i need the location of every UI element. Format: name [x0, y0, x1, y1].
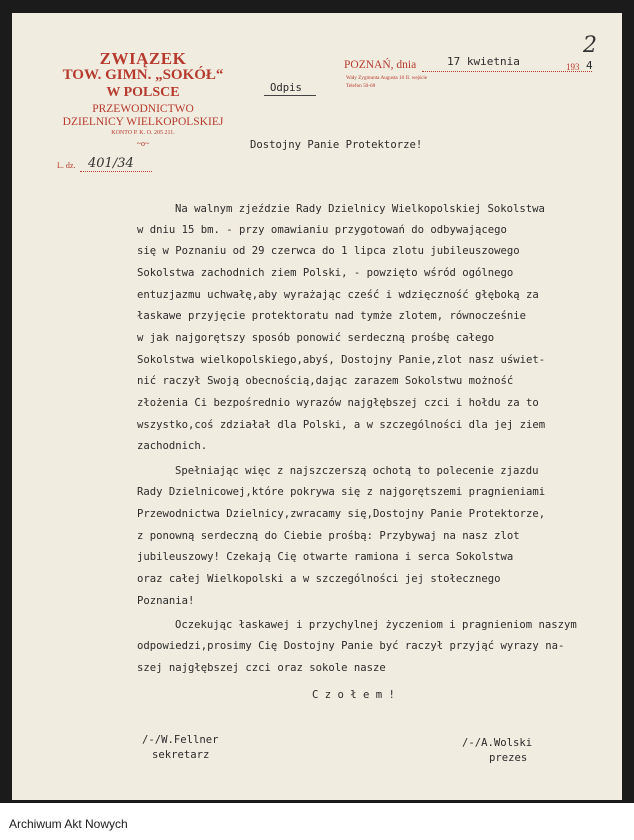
signature-right-name: /-/A.Wolski	[462, 737, 533, 749]
page-number-mark: 2	[583, 33, 597, 58]
body-line: złożenia Ci bezpośrednio wyrazów najgłębszej czci i hołdu za to	[137, 397, 539, 409]
letterhead-org-line2: TOW. GIMN. „SOKÓŁ“	[62, 67, 224, 83]
body-line: łaskawe przyjęcie protektoratu nad tymże zlotem, równocześnie	[137, 310, 527, 322]
reference-dotted-line	[80, 171, 152, 172]
copy-label: Odpis	[270, 82, 302, 94]
letterhead-city: POZNAŃ, dnia	[344, 59, 417, 71]
body-line: wszystko,coś zdziałał dla Polski, a w szczególności dla jej ziem	[137, 419, 546, 431]
body-line: Przewodnictwa Dzielnicy,zwracamy się,Dostojny Panie Protektorze,	[137, 508, 546, 520]
signature-left-title: sekretarz	[152, 749, 210, 761]
copy-label-underline	[264, 95, 316, 96]
letterhead-phone: Telefon 50-68	[346, 83, 376, 89]
letterhead-org-line5: DZIELNICY WIELKOPOLSKIEJ	[62, 116, 224, 128]
date-year-prefix: 193	[566, 62, 580, 72]
body-line: odpowiedzi,prosimy Cię Dostojny Panie być raczył przyjąć wyrazy na-	[137, 640, 565, 652]
letterhead-org-line3: W POLSCE	[106, 85, 180, 100]
body-line: oraz całej Wielkopolski a w szczególności jej stołecznego	[137, 573, 501, 585]
letter-page	[12, 13, 622, 800]
body-line: entuzjazmu uchwałę,aby wyrażając cześć i wdzięczność głęboką za	[137, 289, 539, 301]
body-line: w dniu 15 bm. - przy omawianiu przygotowań do odbywającego	[137, 224, 507, 236]
letterhead-org-line4: PRZEWODNICTWO	[92, 103, 194, 115]
body-line: z ponowną serdeczną do Ciebie prośbą: Przybywaj na nasz zlot	[137, 530, 520, 542]
body-line: nić raczył Swoją obecnością,dając zarazem Sokolstwu możność	[137, 375, 514, 387]
body-line: Sokolstwa wielkopolskiego,abyś, Dostojny Panie,zlot nasz uświet-	[137, 354, 546, 366]
body-line: Poznania!	[137, 595, 195, 607]
date-day-month: 17 kwietnia	[447, 55, 520, 68]
reference-number: 401/34	[88, 156, 134, 171]
closing: C z o ł e m !	[312, 689, 395, 701]
body-line: Oczekując łaskawej i przychylnej życzeniom i pragnieniom naszym	[175, 619, 577, 631]
body-line: się w Poznaniu od 29 czerwca do 1 lipca zlotu jubileuszowego	[137, 245, 520, 257]
body-line: w jak najgorętszy sposób ponowić serdeczną prośbę całego	[137, 332, 495, 344]
body-line: zachodnich.	[137, 440, 208, 452]
reference-label: L. dz.	[57, 161, 76, 170]
body-line: Na walnym zjeździe Rady Dzielnicy Wielkopolskiej Sokolstwa	[175, 203, 545, 215]
date-year-suffix: 4	[586, 59, 593, 72]
body-line: Rady Dzielnicowej,które pokrywa się z najgorętszemi pragnieniami	[137, 486, 546, 498]
letterhead-ornament: ~o~	[136, 139, 150, 148]
letterhead-address: Wały Zygmunta Augusta 10 II. wejście	[346, 75, 428, 81]
body-line: jubileuszowy! Czekają Cię otwarte ramiona i serca Sokolstwa	[137, 551, 514, 563]
signature-left-name: /-/W.Fellner	[142, 734, 219, 746]
letterhead-org-line1: ZWIĄZEK	[99, 49, 187, 68]
body-line: Sokolstwa zachodnich ziem Polski, - powzięto wśród ogólnego	[137, 267, 514, 279]
body-line: szej najgłębszej czci oraz sokole nasze	[137, 662, 386, 674]
archive-label: Archiwum Akt Nowych	[9, 817, 128, 831]
letterhead-konto: KONTO P. K. O. 205 211.	[111, 130, 175, 136]
signature-right-title: prezes	[489, 752, 528, 764]
salutation: Dostojny Panie Protektorze!	[250, 139, 423, 151]
body-line: Spełniając więc z najszczerszą ochotą to polecenie zjazdu	[175, 465, 539, 477]
